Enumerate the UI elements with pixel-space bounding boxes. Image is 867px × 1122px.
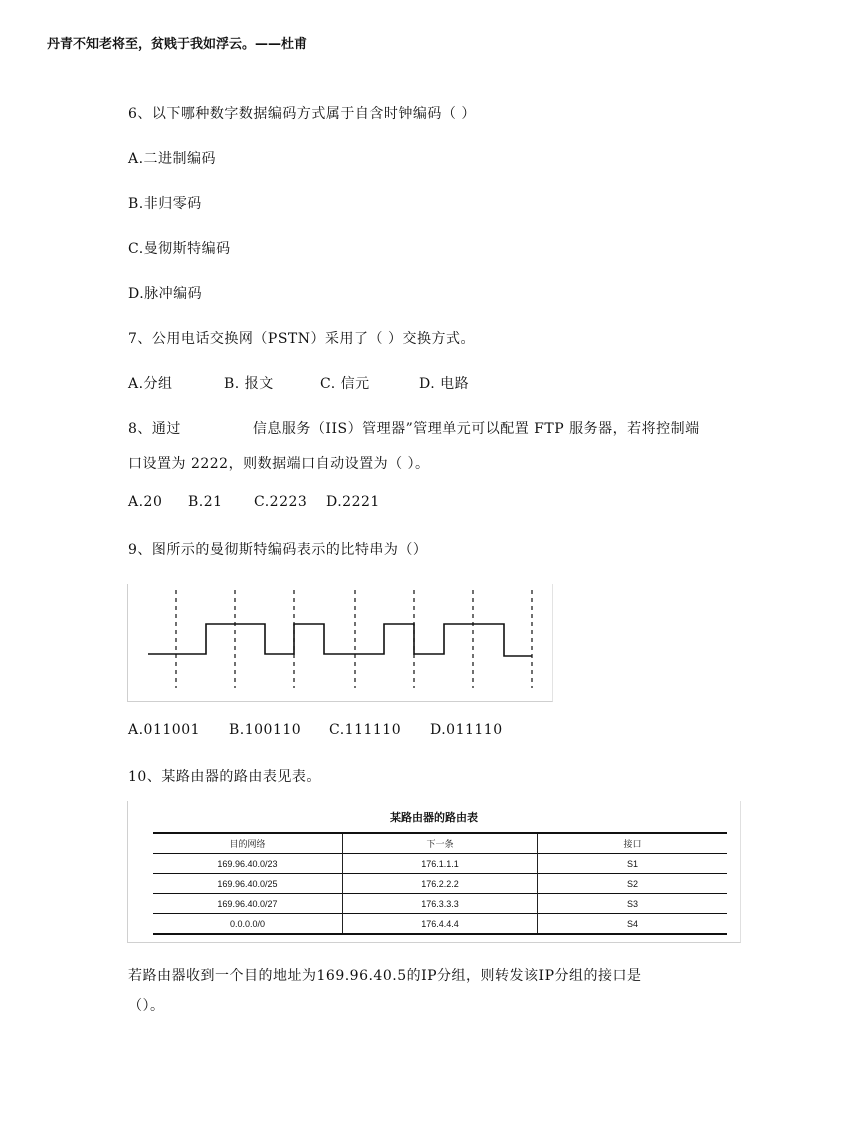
q9-option-a: A.011001 [128,722,201,738]
q7-option-a: A.分组 [128,376,173,392]
q9-option-d: D.011110 [430,722,503,738]
q8-stem-part2: 信息服务（IIS）管理器”管理单元可以配置 FTP 服务器，若将控制端 [252,421,700,437]
cell-interface: S1 [538,854,727,874]
q6-option-d: D.脉冲编码 [128,286,203,302]
cell-interface: S2 [538,874,727,894]
q9-option-c: C.111110 [329,722,402,738]
table-header-row [153,833,727,854]
cell-next-hop: 176.2.2.2 [342,874,537,894]
q8-options [128,494,380,510]
q8-stem-line1 [128,418,700,438]
q8-option-a: A.20 [128,494,163,510]
q8-stem-line2: 口设置为 2222，则数据端口自动设置为（ ）。 [128,456,430,472]
q7-option-c: C. 信元 [320,376,370,392]
cell-destination: 169.96.40.0/25 [153,874,342,894]
q6-stem: 6、以下哪种数字数据编码方式属于自含时钟编码（ ） [128,106,476,122]
q10-stem: 10、某路由器的路由表见表。 [128,769,321,785]
cell-destination: 0.0.0.0/0 [153,914,342,935]
q10-followup-line1: 若路由器收到一个目的地址为169.96.40.5的IP分组，则转发该IP分组的接口是 [128,968,642,984]
header-quote: 丹青不知老将至，贫贱于我如浮云。——杜甫 [47,37,308,52]
table-row [153,894,727,914]
q7-option-d: D. 电路 [419,376,470,392]
q9-stem: 9、图所示的曼彻斯特编码表示的比特串为（） [128,542,428,558]
cell-interface: S4 [538,914,727,935]
q9-option-b: B.100110 [229,722,302,738]
col-header-destination: 目的网络 [153,833,342,854]
q6-option-b: B.非归零码 [128,196,202,212]
table-row [153,914,727,935]
cell-next-hop: 176.3.3.3 [342,894,537,914]
cell-destination: 169.96.40.0/27 [153,894,342,914]
manchester-waveform-figure [127,584,553,702]
cell-destination: 169.96.40.0/23 [153,854,342,874]
table-row [153,854,727,874]
routing-table-figure [127,801,741,943]
col-header-next-hop: 下一条 [342,833,537,854]
table-row [153,874,727,894]
cell-interface: S3 [538,894,727,914]
q8-option-c: C.2223 [254,494,308,510]
routing-table [153,832,727,935]
q10-followup-line2: （）。 [128,998,165,1014]
q6-option-c: C.曼彻斯特编码 [128,241,231,257]
q8-option-b: B.21 [188,494,223,510]
manchester-waveform [128,584,552,701]
col-header-interface: 接口 [538,833,727,854]
q9-options [128,722,503,738]
q8-stem-part1: 8、通过 [128,421,181,437]
cell-next-hop: 176.4.4.4 [342,914,537,935]
q6-option-a: A.二进制编码 [128,151,217,167]
routing-table-caption: 某路由器的路由表 [390,811,478,824]
cell-next-hop: 176.1.1.1 [342,854,537,874]
q7-options [128,373,469,393]
q7-stem: 7、公用电话交换网（PSTN）采用了（ ）交换方式。 [128,331,475,347]
q8-option-d: D.2221 [326,494,380,510]
q7-option-b: B. 报文 [224,376,274,392]
